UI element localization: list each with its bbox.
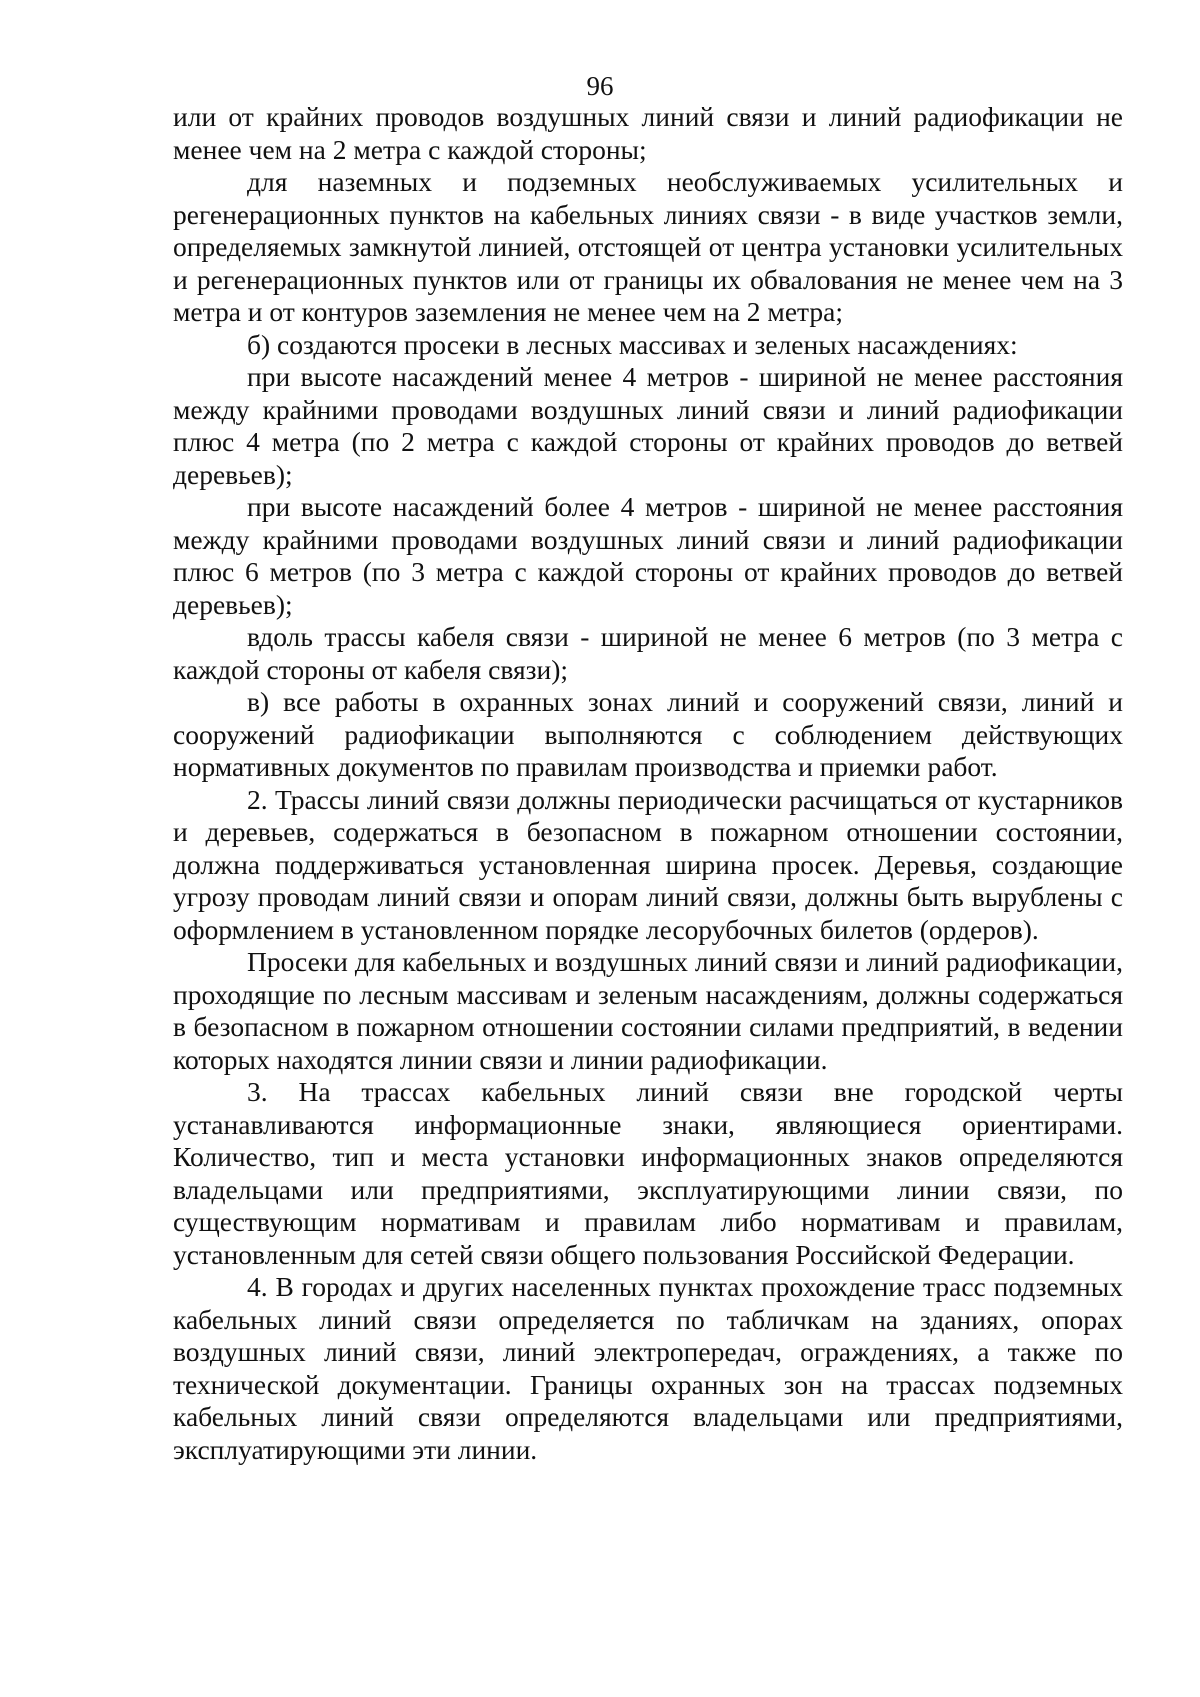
paragraph-clearings-maintenance: Просеки для кабельных и воздушных линий связи и линий радиофикации, проходящие по лесным массивам и зеленым насаждениям, должны содержаться в безопасном в пожарном отношении состоянии силами предприятий, в ведении которых находятся линии связи и линии радиофикации.	[173, 946, 1123, 1075]
paragraph-item-2: 2. Трассы линий связи должны периодически расчищаться от кустарников и деревьев, содержаться в безопасном в пожарном отношении состоянии, должна поддерживаться установленная ширина просек. Деревья, создающие угрозу проводам линий связи и опорам линий связи, должны быть вырублены с оформлением в установленном порядке лесорубочных билетов (ордеров).	[173, 783, 1123, 945]
paragraph-works-in-zones: в) все работы в охранных зонах линий и сооружений связи, линий и сооружений радиофикации выполняются с соблюдением действующих нормативных документов по правилам производства и приемки работ.	[173, 686, 1123, 782]
document-body	[173, 101, 1123, 1466]
paragraph-clearings-heading: б) создаются просеки в лесных массивах и зеленых насаждениях:	[247, 328, 1018, 360]
paragraph-amplifier-points: для наземных и подземных необслуживаемых усилительных и регенерационных пунктов на кабельных линиях связи - в виде участков земли, определяемых замкнутой линией, отстоящей от центра установки усилительных и регенерационных пунктов или от границы их обвалования не менее чем на 3 метра и от контуров заземления не менее чем на 2 метра;	[173, 166, 1123, 327]
paragraph-item-3: 3. На трассах кабельных линий связи вне городской черты устанавливаются информационные знаки, являющиеся ориентирами. Количество, тип и места установки информационных знаков определяются владельцами или предприятиями, эксплуатирующими линии связи, по существующим нормативам и правилам либо нормативам и правилам, установленным для сетей связи общего пользования Российской Федерации.	[173, 1076, 1123, 1270]
paragraph-cable-route: вдоль трассы кабеля связи - шириной не менее 6 метров (по 3 метра с каждой стороны от кабеля связи);	[173, 621, 1123, 685]
paragraph-item-4: 4. В городах и других населенных пунктах прохождение трасс подземных кабельных линий связи определяется по табличкам на зданиях, опорах воздушных линий связи, линий электропередач, ограждениях, а также по технической документации. Границы охранных зон на трассах подземных кабельных линий связи определяются владельцами или предприятиями, эксплуатирующими эти линии.	[173, 1271, 1123, 1465]
paragraph-height-under-4m: при высоте насаждений менее 4 метров - шириной не менее расстояния между крайними проводами воздушных линий связи и линий радиофикации плюс 4 метра (по 2 метра с каждой стороны от крайних проводов до ветвей деревьев);	[173, 361, 1123, 490]
page-number: 96	[586, 71, 614, 101]
paragraph-continuation: или от крайних проводов воздушных линий связи и линий радиофикации не менее чем на 2 метра с каждой стороны;	[173, 101, 1123, 165]
paragraph-height-over-4m: при высоте насаждений более 4 метров - шириной не менее расстояния между крайними проводами воздушных линий связи и линий радиофикации плюс 6 метров (по 3 метра с каждой стороны от крайних проводов до ветвей деревьев);	[173, 491, 1123, 620]
